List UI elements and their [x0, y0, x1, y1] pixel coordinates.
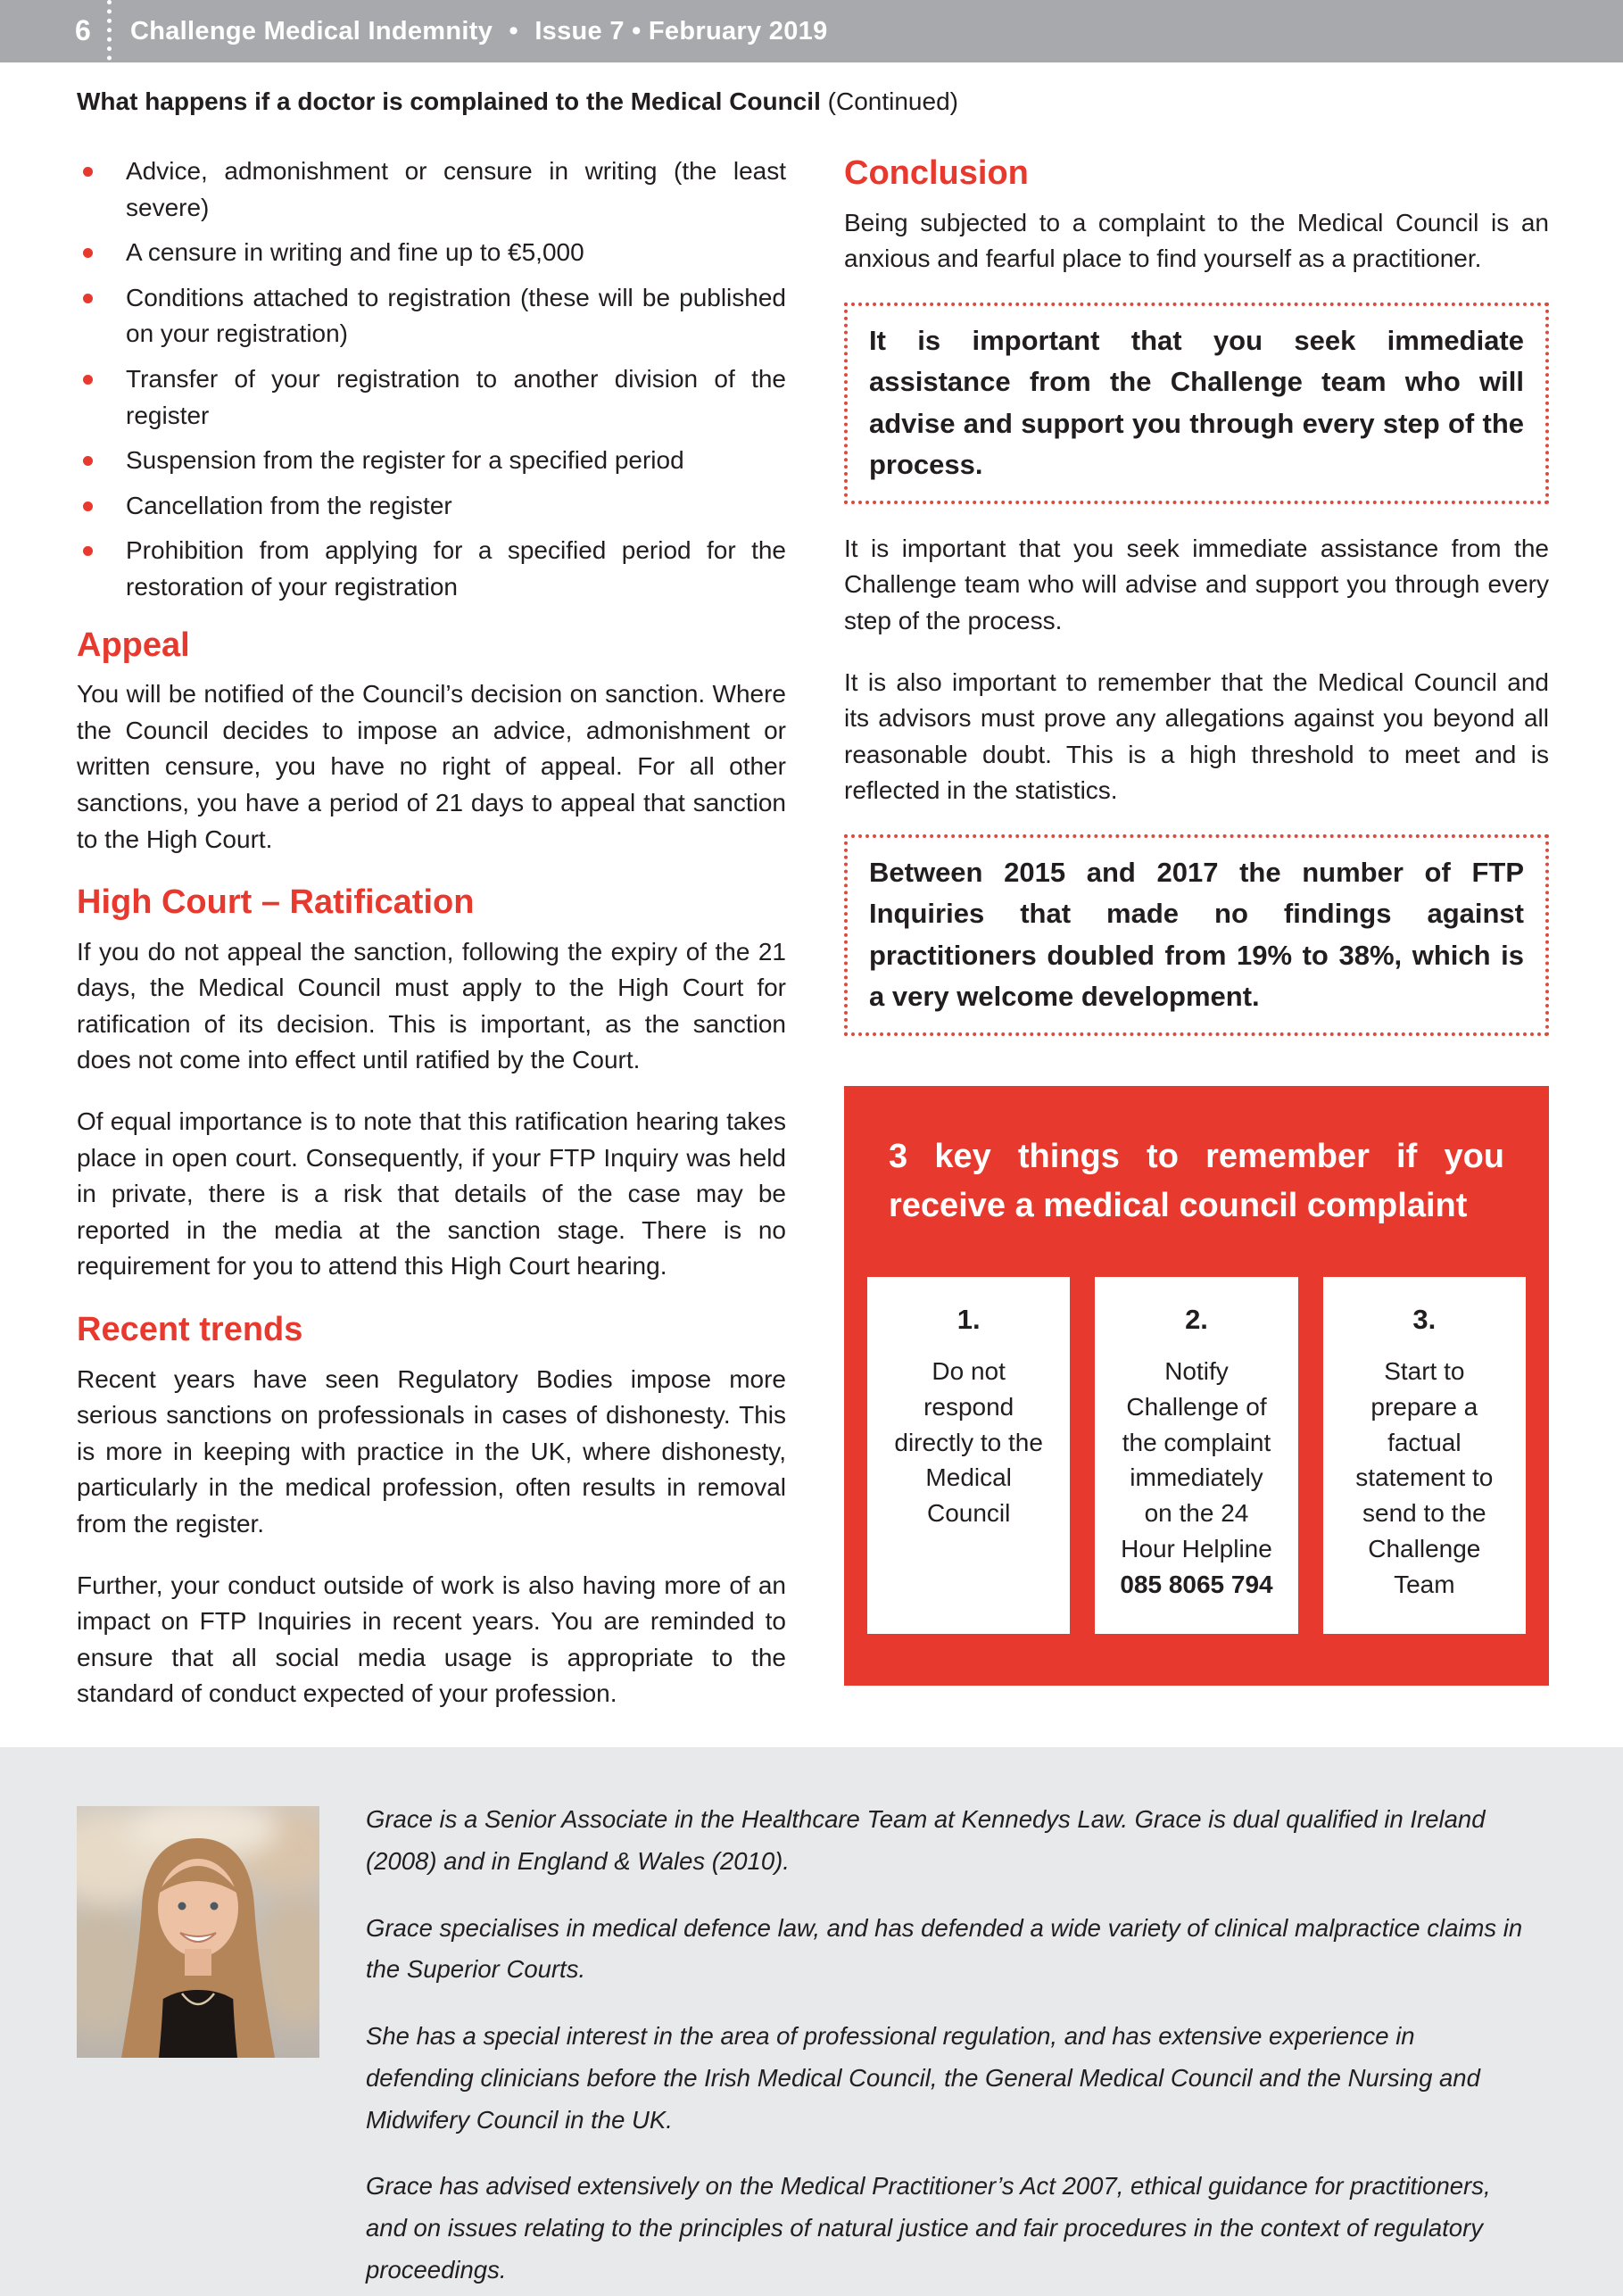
bio-paragraph: Grace specialises in medical defence law, and has defended a wide variety of clinical malpractice claims in the Superior Courts.: [366, 1913, 1523, 1984]
list-item-text: Cancellation from the register: [126, 491, 452, 519]
dotted-divider: [107, 0, 112, 70]
list-item: [77, 280, 786, 352]
list-item: [77, 443, 786, 479]
key-panel-heading: 3 key things to remember if you receive a medical council complaint: [889, 1137, 1504, 1225]
grace-photo: [77, 1806, 319, 2058]
list-item: [77, 235, 786, 271]
bio-text: [366, 1799, 1526, 2296]
callout-text: It is important that you seek immediate assistance from the Challenge team who will advise and support you through every step of the process.: [869, 324, 1524, 481]
recent-trends-paragraph: Further, your conduct outside of work is also having more of an impact on FTP Inquiries in recent years. You are reminded to ensure that all social media usage is appropriate to the standard of conduct expected of your profession.: [77, 1571, 786, 1708]
article-title-continued: (Continued): [827, 87, 958, 115]
newsletter-name: Challenge Medical Indemnity: [130, 17, 493, 46]
key-card-text: Do not respond directly to the Medical Council: [894, 1357, 1043, 1528]
portrait-illustration: [77, 1806, 319, 2058]
key-card-1: [867, 1277, 1070, 1634]
high-court-paragraph: If you do not appeal the sanction, following the expiry of the 21 days, the Medical Council must apply to the High Court for ratification of its decision. This is important, as the sanction does not come into effect until ratified by the Court.: [77, 937, 786, 1074]
conclusion-paragraph: It is also important to remember that the Medical Council and its advisors must prove any allegations against you beyond all reasonable doubt. This is a high threshold to meet and is reflected in the statistics.: [844, 667, 1549, 805]
callout-text: Between 2015 and 2017 the number of FTP Inquiries that made no findings against practitioners doubled from 19% to 38%, which is a very welcome development.: [869, 856, 1524, 1013]
bullet-icon: [83, 546, 93, 556]
callout-box-assistance: [844, 303, 1549, 504]
bullet-icon: [83, 456, 93, 466]
list-item-text: Advice, admonishment or censure in writing (the least severe): [126, 157, 786, 221]
bio-paragraph: She has a special interest in the area of professional regulation, and has extensive experience in defending clinicians before the Irish Medical Council, the General Medical Council and the Nursing and Midwifery Council in the UK.: [366, 2022, 1480, 2134]
page-header: [0, 0, 1623, 62]
article-title: [77, 87, 958, 116]
high-court-paragraph: Of equal importance is to note that this ratification hearing takes place in open court. Consequently, if your FTP Inquiry was held in private, there is a risk that details of the case may be reported in the media at the sanction stage. There is no requirement for you to attend this High Court hearing.: [77, 1107, 786, 1281]
key-things-panel: [844, 1086, 1549, 1686]
key-card-row: [867, 1277, 1526, 1634]
bullet-icon: [83, 375, 93, 385]
list-item: [77, 153, 786, 226]
recent-trends-paragraph: Recent years have seen Regulatory Bodies impose more serious sanctions on professionals in cases of dishonesty. This is more in keeping with practice in the UK, where dishonesty, particularly in the medical profession, often results in removal from the register.: [77, 1364, 786, 1538]
key-card-text: Start to prepare a factual statement to send to the Challenge Team: [1355, 1357, 1494, 1598]
bullet-icon: [83, 501, 93, 511]
sanctions-list: [77, 153, 786, 606]
list-item-text: Suspension from the register for a specified period: [126, 446, 684, 475]
section-heading-high-court: High Court – Ratification: [77, 883, 475, 922]
newsletter-title: [130, 17, 828, 46]
section-heading-recent-trends: Recent trends: [77, 1311, 303, 1349]
list-item-text: Conditions attached to registration (these will be published on your registration): [126, 283, 786, 348]
callout-box-statistics: [844, 834, 1549, 1036]
bullet-icon: [83, 167, 93, 177]
list-item-text: Prohibition from applying for a specified period for the restoration of your registration: [126, 536, 786, 601]
key-card-3: [1323, 1277, 1526, 1634]
left-column: [77, 153, 786, 1737]
bio-paragraph: Grace is a Senior Associate in the Healthcare Team at Kennedys Law. Grace is dual qualified in Ireland (2008) and in England & Wales (2010).: [366, 1805, 1486, 1875]
list-item-text: A censure in writing and fine up to €5,000: [126, 238, 584, 267]
bullet-icon: [83, 248, 93, 258]
key-card-2: [1095, 1277, 1297, 1634]
list-item-text: Transfer of your registration to another division of the register: [126, 364, 786, 429]
section-heading-appeal: Appeal: [77, 626, 190, 664]
article-title-bold: What happens if a doctor is complained to the Medical Council: [77, 87, 821, 115]
list-item: [77, 488, 786, 525]
issue-info: Issue 7 • February 2019: [534, 17, 828, 46]
list-item: [77, 361, 786, 434]
bullet-separator: •: [509, 17, 518, 46]
key-card-number: 1.: [956, 1304, 981, 1336]
bio-footer: [0, 1747, 1623, 2296]
bullet-icon: [83, 294, 93, 303]
key-card-number: 2.: [1185, 1304, 1208, 1336]
right-column: [844, 153, 1549, 1686]
conclusion-paragraph: Being subjected to a complaint to the Medical Council is an anxious and fearful place to find yourself as a practitioner.: [844, 208, 1549, 273]
helpline-phone-number: 085 8065 794: [1120, 1570, 1273, 1598]
section-heading-conclusion: Conclusion: [844, 154, 1029, 192]
key-card-number: 3.: [1412, 1304, 1437, 1336]
appeal-paragraph: You will be notified of the Council’s decision on sanction. Where the Council decides to impose an advice, admonishment or written censure, you have no right of appeal. For all other sanctions, you have a period of 21 days to appeal that sanction to the High Court.: [77, 680, 786, 853]
conclusion-paragraph: It is important that you seek immediate assistance from the Challenge team who will advise and support you through every step of the process.: [844, 534, 1549, 634]
key-card-text: Notify Challenge of the complaint immediately on the 24 Hour Helpline: [1121, 1357, 1272, 1562]
list-item: [77, 533, 786, 605]
page-number: 6: [75, 14, 91, 46]
bio-paragraph: Grace has advised extensively on the Medical Practitioner’s Act 2007, ethical guidance for practitioners, and on issues relating to the principles of natural justice and fair procedures in the context of regulatory proceedings.: [366, 2172, 1491, 2284]
